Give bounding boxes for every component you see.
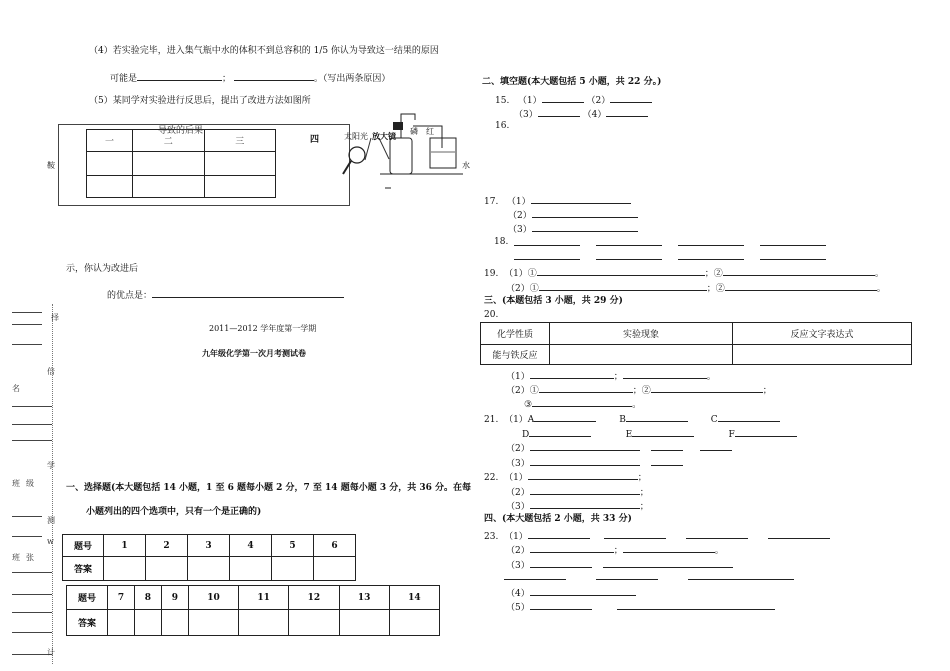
answer-cell-8[interactable] — [134, 610, 161, 636]
q23-line2: （2） ； 。 — [506, 543, 724, 557]
q23-blank-3b[interactable] — [603, 558, 733, 568]
q23-line5: （5） — [506, 600, 775, 614]
q20-row1-expression[interactable] — [733, 345, 912, 365]
answer-table-2 — [66, 585, 440, 636]
q15-blank-2[interactable] — [610, 93, 652, 103]
q15-blank-3[interactable] — [538, 107, 580, 117]
overlap-table — [86, 129, 276, 198]
q4-blank-2[interactable] — [234, 71, 314, 81]
p-label: 磷 — [410, 127, 418, 136]
exam-year: 2011—2012 学年度第一学期 — [209, 324, 317, 333]
q17-number: 17. — [484, 197, 499, 207]
overlap-header-4: 四 — [310, 135, 320, 145]
q23-blank-3e[interactable] — [688, 579, 794, 580]
clamp — [401, 114, 415, 122]
q18-number: 18. — [494, 237, 509, 247]
answer-table-1-num-1: 1 — [104, 535, 146, 557]
margin-glyph-6: 级 — [26, 479, 34, 488]
q18-blank-8[interactable] — [760, 259, 826, 260]
advantage-blank[interactable] — [152, 288, 344, 298]
q23-blank-5a[interactable] — [530, 600, 592, 610]
answer-table-2-label-ans: 答案 — [67, 610, 108, 636]
q21-blank-2b[interactable] — [651, 441, 683, 451]
q17-blank-2[interactable] — [532, 208, 638, 218]
q21-blank-3a[interactable] — [530, 456, 640, 466]
q21-row2: D E F — [522, 427, 797, 441]
answer-cell-5[interactable] — [272, 557, 314, 581]
q20-blank-3[interactable] — [539, 383, 633, 393]
answer-table-1-label-num: 题号 — [63, 535, 104, 557]
q20-blank-1[interactable] — [530, 369, 614, 379]
answer-table-1-label-ans: 答案 — [63, 557, 104, 581]
q21-blank-2c[interactable] — [700, 441, 732, 451]
answer-cell-11[interactable] — [239, 610, 289, 636]
q15-blank-1[interactable] — [542, 93, 584, 103]
q22-number: 22. — [484, 473, 499, 483]
q22-line3: （3） ； — [506, 499, 649, 513]
exam-title: 九年级化学第一次月考测试卷 — [202, 348, 306, 358]
answer-cell-2[interactable] — [146, 557, 188, 581]
q4-line1: （4）若实验完毕，进入集气瓶中水的体积不到总容积的 1/5 你认为导致这一结果的原因 — [89, 46, 439, 56]
answer-cell-14[interactable] — [389, 610, 439, 636]
q16-number: 16. — [495, 121, 510, 131]
margin-glyph-5: 学 — [47, 461, 55, 470]
q21-row1: 21. （1）A B C — [484, 412, 780, 426]
q19-number: 19. — [484, 269, 499, 279]
q21-blank-d[interactable] — [529, 427, 591, 437]
q20-blank-2[interactable] — [623, 369, 707, 379]
q19-line1: 19. （1）① ；② 。 — [484, 266, 884, 280]
q17-blank-3[interactable] — [532, 222, 638, 232]
q23-line3: （3） — [506, 558, 733, 572]
q15-number: 15. — [495, 96, 510, 106]
margin-glyph-8: 班 — [12, 553, 20, 562]
q23-blank-3a[interactable] — [530, 558, 592, 568]
q20-table — [480, 322, 912, 365]
gas-bottle — [390, 138, 412, 174]
lens-label: 放大镜 — [372, 131, 396, 141]
q20-row1-property: 能与铁反应 — [481, 345, 550, 365]
answer-cell-4[interactable] — [230, 557, 272, 581]
q20-header-expression: 反应文字表达式 — [733, 323, 912, 345]
q21-blank-b[interactable] — [626, 412, 688, 422]
q17-line2: （2） — [508, 208, 638, 222]
q19-blank-2[interactable] — [723, 266, 875, 276]
overlap-header-2: 二 — [133, 130, 204, 152]
q23-blank-1c[interactable] — [686, 529, 748, 539]
q19-blank-1[interactable] — [537, 266, 705, 276]
q19-blank-3[interactable] — [539, 281, 707, 291]
answer-table-2-num-12: 12 — [289, 586, 339, 610]
answer-table-1-num-2: 2 — [146, 535, 188, 557]
margin-glyph-4: 班 — [12, 479, 20, 488]
stopper — [393, 122, 403, 130]
q23-blank-2b[interactable] — [623, 543, 715, 553]
margin-glyph-1: 择 — [51, 313, 59, 322]
q18-blank-4[interactable] — [760, 245, 826, 246]
q23-blank-3d[interactable] — [596, 579, 658, 580]
q23-blank-2a[interactable] — [530, 543, 614, 553]
q22-blank-3[interactable] — [530, 499, 640, 509]
show-line: 示，你认为改进后 — [66, 264, 139, 274]
answer-table-1-num-5: 5 — [272, 535, 314, 557]
q22-line1: 22. （1） ； — [484, 470, 647, 484]
margin-glyph-9: 张 — [26, 553, 34, 562]
q21-item2: （2） — [506, 441, 732, 455]
lens-icon — [349, 147, 365, 163]
q15-blank-4[interactable] — [606, 107, 648, 117]
q23-blank-1d[interactable] — [768, 529, 830, 539]
margin-glyph-10: 计 — [47, 648, 55, 657]
side-text: 鞍 — [47, 161, 55, 170]
q5-line: （5）某同学对实验进行反思后，提出了改进方法如图所 — [89, 96, 311, 106]
q21-number: 21. — [484, 415, 499, 425]
overlap-header-3: 三 — [204, 130, 275, 152]
q20-item2: （2）① ；② ； — [506, 383, 772, 397]
section3-heading: 三、(本题包括 3 小题，共 29 分) — [484, 296, 623, 306]
q20-header-phenomenon: 实验现象 — [550, 323, 733, 345]
answer-table-2-num-13: 13 — [339, 586, 389, 610]
q18-blank-2[interactable] — [596, 245, 662, 246]
q23-blank-5b[interactable] — [617, 600, 775, 610]
answer-cell-3[interactable] — [188, 557, 230, 581]
answer-table-1-num-3: 3 — [188, 535, 230, 557]
q4-blank-1[interactable] — [137, 71, 222, 81]
q15-line2: （3） （4） — [514, 107, 648, 121]
q23-blank-4[interactable] — [530, 586, 636, 596]
answer-table-1-num-4: 4 — [230, 535, 272, 557]
answer-table-2-num-9: 9 — [161, 586, 188, 610]
q21-blank-f[interactable] — [735, 427, 797, 437]
answer-table-2-num-7: 7 — [108, 586, 135, 610]
overlap-header-1: 一 — [87, 130, 133, 152]
q21-blank-a[interactable] — [534, 412, 596, 422]
apparatus-diagram — [335, 104, 470, 196]
q23-line1: 23. （1） — [484, 529, 830, 543]
section2-heading: 二、填空题(本大题包括 5 小题，共 22 分。) — [482, 77, 662, 87]
q17-line3: （3） — [508, 222, 638, 236]
q20-header-property: 化学性质 — [481, 323, 550, 345]
answer-table-2-num-8: 8 — [134, 586, 161, 610]
q19-line2: （2）① ；② 。 — [506, 281, 886, 295]
q17-line1: 17. （1） — [484, 194, 631, 208]
section4-heading: 四、(本大题包括 2 小题，共 33 分) — [484, 514, 632, 524]
q4-prefix: 可能是 — [110, 74, 138, 84]
answer-cell-7[interactable] — [108, 610, 135, 636]
q22-blank-2[interactable] — [530, 485, 640, 495]
q23-number: 23. — [484, 532, 499, 542]
q4-sep: ； — [222, 74, 232, 84]
q23-blank-3c[interactable] — [504, 579, 566, 580]
margin-glyph-2: 倍 — [47, 367, 55, 376]
q20-item1: （1） ； 。 — [506, 369, 716, 383]
answer-cell-1[interactable] — [104, 557, 146, 581]
answer-cell-10[interactable] — [188, 610, 238, 636]
sun-label: 太阳光 — [344, 132, 368, 141]
section1-line1: 一、选择题(本大题包括 14 小题，1 至 6 题每小题 2 分，7 至 14 题每小题 3 分，共 36 分。在每 — [66, 483, 472, 493]
q20-item3: ③ 。 — [524, 397, 641, 411]
q18-blank-6[interactable] — [596, 259, 662, 260]
q20-blank-4[interactable] — [651, 383, 763, 393]
section1-line2: 小题列出的四个选项中，只有一个是正确的) — [86, 507, 262, 517]
q18-blank-1[interactable] — [514, 245, 580, 246]
answer-table-2-label-num: 题号 — [67, 586, 108, 610]
q4-line2 — [110, 71, 390, 85]
margin-glyph-11: w — [47, 537, 54, 546]
answer-table-2-num-14: 14 — [389, 586, 439, 610]
q23-blank-1b[interactable] — [604, 529, 666, 539]
q20-number: 20. — [484, 310, 499, 320]
advantage-line — [107, 288, 344, 302]
lens-handle — [343, 161, 351, 174]
q19-blank-4[interactable] — [725, 281, 877, 291]
q17-blank-1[interactable] — [531, 194, 631, 204]
answer-cell-6[interactable] — [314, 557, 356, 581]
q22-blank-1[interactable] — [528, 470, 638, 480]
q21-blank-2a[interactable] — [530, 441, 640, 451]
answer-table-1 — [62, 534, 356, 581]
q4-suffix: 。（写出两条原因） — [313, 74, 391, 84]
q18-blank-5[interactable] — [514, 259, 580, 260]
advantage-prefix: 的优点是： — [107, 291, 153, 301]
q20-row1-phenomenon[interactable] — [550, 345, 733, 365]
beaker — [430, 138, 456, 168]
margin-glyph-7: 测 — [47, 516, 55, 525]
answer-table-1-num-6: 6 — [314, 535, 356, 557]
q18-blank-3[interactable] — [678, 245, 744, 246]
answer-table-2-num-11: 11 — [239, 586, 289, 610]
answer-table-2-num-10: 10 — [188, 586, 238, 610]
q21-blank-3b[interactable] — [651, 456, 683, 466]
q15-line1: 15. （1） （2） — [495, 93, 652, 107]
q21-blank-c[interactable] — [718, 412, 780, 422]
answer-cell-9[interactable] — [161, 610, 188, 636]
q18-blank-7[interactable] — [678, 259, 744, 260]
margin-glyph-3: 名 — [12, 384, 20, 393]
q20-blank-5[interactable] — [532, 397, 632, 407]
water-label: 水 — [462, 161, 470, 170]
answer-cell-12[interactable] — [289, 610, 339, 636]
beaker-label: 红 — [426, 127, 434, 136]
q23-blank-1a[interactable] — [528, 529, 590, 539]
q21-blank-e[interactable] — [632, 427, 694, 437]
overlap-caption: 导致的后果 — [158, 126, 204, 136]
q23-line4: （4） — [506, 586, 636, 600]
answer-cell-13[interactable] — [339, 610, 389, 636]
q22-line2: （2） ； — [506, 485, 649, 499]
q21-item3: （3） — [506, 456, 683, 470]
